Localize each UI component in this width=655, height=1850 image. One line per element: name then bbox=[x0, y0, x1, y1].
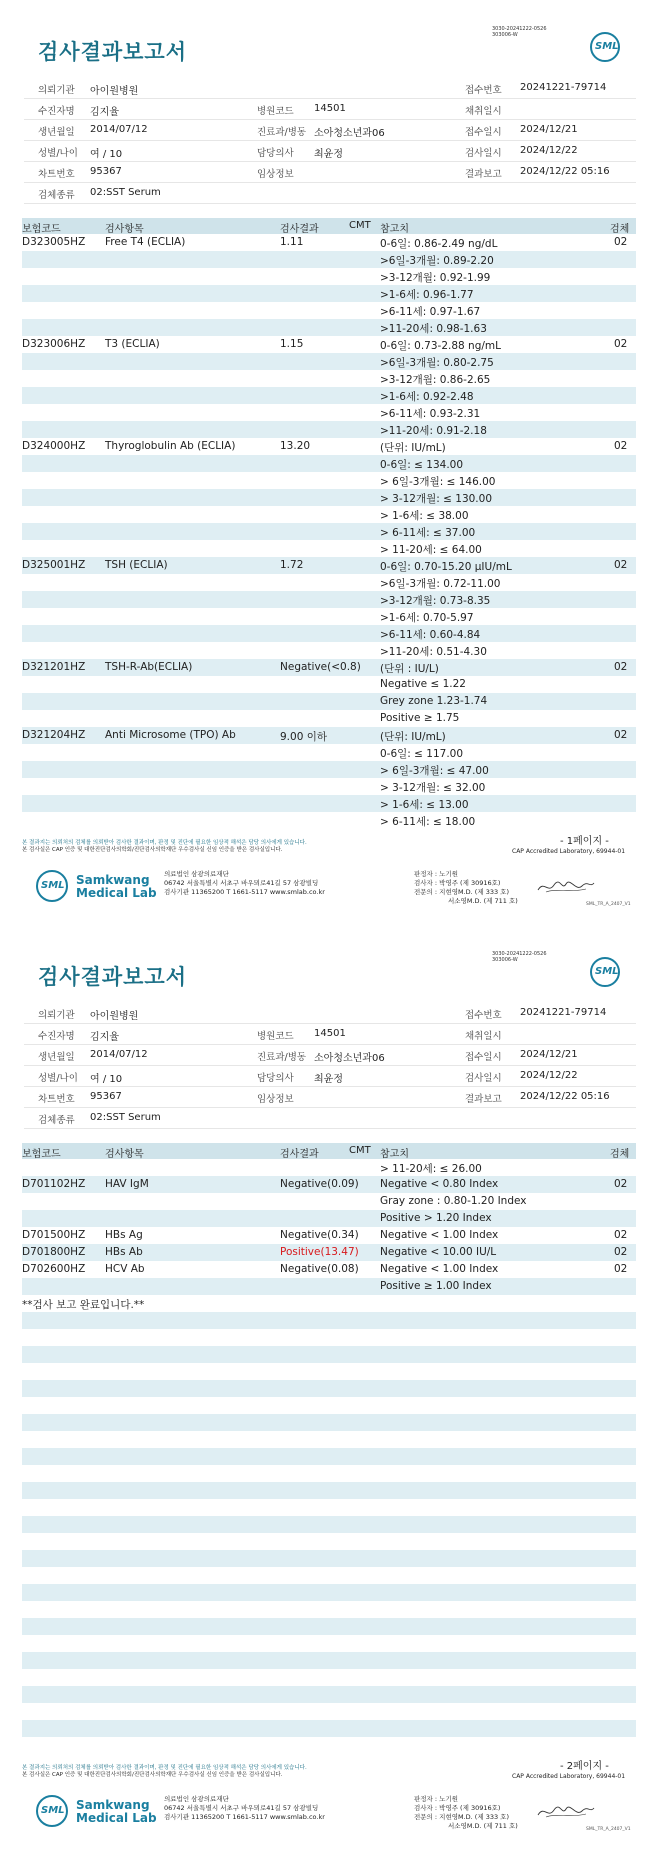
table-row bbox=[22, 234, 636, 251]
table-row bbox=[22, 744, 636, 761]
table-row bbox=[22, 795, 636, 812]
value-institution: 아이원병원 bbox=[90, 86, 139, 97]
report-barcode-text bbox=[492, 26, 547, 38]
table-row bbox=[22, 1295, 636, 1312]
footnote-line: 본 검사실은 CAP 인증 및 대한진단검사의학회/진단검사의학재단 우수검사실 신임 인증을 받은 검사실입니다. bbox=[22, 847, 283, 853]
table-row bbox=[22, 1397, 636, 1414]
cell-reference: >1-6세: 0.70-5.97 bbox=[380, 612, 474, 624]
cap-accreditation: CAP Accredited Laboratory, 69944-01 bbox=[512, 1773, 626, 1780]
label-clinical: 임상정보 bbox=[257, 1094, 294, 1105]
value-receipt-date: 2024/12/21 bbox=[520, 1049, 578, 1060]
table-row bbox=[22, 523, 636, 540]
cell-result: Negative(0.08) bbox=[280, 1263, 359, 1275]
footnote-line: 본 결과지는 의뢰처의 검체를 의뢰받아 검사한 결과이며, 판정 및 진단에 필요한 임상적 해석은 담당 의사에게 있습니다. bbox=[22, 840, 307, 846]
cell-reference: >11-20세: 0.91-2.18 bbox=[380, 425, 487, 437]
cell-test: TSH (ECLIA) bbox=[105, 559, 168, 571]
cell-test: HCV Ab bbox=[105, 1263, 145, 1275]
info-row bbox=[24, 99, 636, 120]
info-row bbox=[24, 183, 636, 204]
signature-image bbox=[536, 876, 596, 896]
value-birth: 2014/07/12 bbox=[90, 1049, 148, 1060]
header-cmt: CMT bbox=[349, 1145, 371, 1156]
cell-reference: Positive ≥ 1.00 Index bbox=[380, 1280, 492, 1292]
cell-specimen: 02 bbox=[614, 440, 628, 452]
cell-reference: 0-6일: ≤ 117.00 bbox=[380, 748, 464, 760]
table-row bbox=[22, 438, 636, 455]
patient-info-table bbox=[24, 1003, 636, 1129]
table-row bbox=[22, 1193, 636, 1210]
cell-reference: >6일-3개월: 0.89-2.20 bbox=[380, 255, 494, 267]
table-row bbox=[22, 268, 636, 285]
cell-reference: 0-6일: 0.86-2.49 ng/dL bbox=[380, 238, 498, 250]
company-address bbox=[164, 1795, 325, 1822]
value-test-date: 2024/12/22 bbox=[520, 1070, 578, 1081]
table-row bbox=[22, 1737, 636, 1754]
cell-test: Anti Microsome (TPO) Ab bbox=[105, 729, 236, 741]
page-title: 검사결과보고서 bbox=[38, 965, 188, 989]
value-sex-age: 여 / 10 bbox=[90, 1074, 123, 1085]
value-hospital-code: 14501 bbox=[314, 103, 346, 114]
table-row bbox=[22, 1652, 636, 1669]
label-institution: 의뢰기관 bbox=[38, 1010, 75, 1021]
signatory-line: 전문의 : 지현영M.D. (제 333 호) bbox=[414, 888, 509, 896]
table-row bbox=[22, 1703, 636, 1720]
table-row bbox=[22, 557, 636, 574]
cell-reference: Positive ≥ 1.75 bbox=[380, 712, 460, 724]
cell-specimen: 02 bbox=[614, 338, 628, 350]
table-row bbox=[22, 591, 636, 608]
label-clinical: 임상정보 bbox=[257, 169, 294, 180]
cell-reference: Grey zone 1.23-1.74 bbox=[380, 695, 488, 707]
label-specimen: 검체종류 bbox=[38, 190, 75, 201]
value-chart: 95367 bbox=[90, 166, 122, 177]
table-row bbox=[22, 1431, 636, 1448]
cell-code: D325001HZ bbox=[22, 559, 86, 571]
page-number: - 2페이지 - bbox=[560, 1761, 609, 1772]
cell-test: HBs Ag bbox=[105, 1229, 143, 1241]
company-line: Medical Lab bbox=[76, 1811, 157, 1825]
value-test-date: 2024/12/22 bbox=[520, 145, 578, 156]
info-row bbox=[24, 1108, 636, 1129]
table-row bbox=[22, 1550, 636, 1567]
table-row bbox=[22, 1244, 636, 1261]
signatory-line: 검사자 : 박영주 (제 30916호) bbox=[414, 1804, 501, 1812]
label-doctor: 담당의사 bbox=[257, 1073, 294, 1084]
value-sex-age: 여 / 10 bbox=[90, 149, 123, 160]
table-row bbox=[22, 659, 636, 676]
table-row bbox=[22, 336, 636, 353]
cell-reference: (단위 : IU/L) bbox=[380, 663, 439, 675]
label-receipt-no: 접수번호 bbox=[465, 1010, 502, 1021]
label-specimen: 검체종류 bbox=[38, 1115, 75, 1126]
table-row bbox=[22, 353, 636, 370]
table-row bbox=[22, 1363, 636, 1380]
company-name bbox=[76, 1799, 157, 1825]
cell-reference: > 11-20세: ≤ 64.00 bbox=[380, 544, 482, 556]
label-chart: 차트번호 bbox=[38, 1094, 75, 1105]
company-line: Samkwang bbox=[76, 873, 150, 887]
table-row bbox=[22, 642, 636, 659]
cell-reference: >1-6세: 0.96-1.77 bbox=[380, 289, 474, 301]
cell-code: D701102HZ bbox=[22, 1178, 86, 1190]
table-row bbox=[22, 693, 636, 710]
value-receipt-date: 2024/12/21 bbox=[520, 124, 578, 135]
table-row bbox=[22, 1329, 636, 1346]
cell-code: D324000HZ bbox=[22, 440, 86, 452]
results-header bbox=[22, 218, 636, 234]
cell-reference: 0-6일: 0.73-2.88 ng/mL bbox=[380, 340, 501, 352]
cell-reference: > 6-11세: ≤ 18.00 bbox=[380, 816, 476, 828]
cell-test: Thyroglobulin Ab (ECLIA) bbox=[105, 440, 236, 452]
label-hospital-code: 병원코드 bbox=[257, 106, 294, 117]
cell-reference: Negative < 1.00 Index bbox=[380, 1229, 499, 1241]
cell-result: Negative(0.09) bbox=[280, 1178, 359, 1190]
cell-specimen: 02 bbox=[614, 1178, 628, 1190]
value-chart: 95367 bbox=[90, 1091, 122, 1102]
value-doctor: 최윤정 bbox=[314, 1074, 343, 1085]
value-receipt-no: 20241221-79714 bbox=[520, 1007, 607, 1018]
report-code-line: 303006-W bbox=[492, 957, 518, 963]
address-line: 검사기관 11365200 T 1661-5117 www.smlab.co.kr bbox=[164, 1813, 325, 1821]
header-test: 검사항목 bbox=[105, 1149, 144, 1160]
cell-result: Negative(<0.8) bbox=[280, 661, 361, 673]
cell-reference: > 11-20세: ≤ 26.00 bbox=[380, 1163, 482, 1175]
header-reference: 참고치 bbox=[380, 224, 409, 235]
table-row bbox=[22, 625, 636, 642]
report-footer bbox=[0, 862, 655, 910]
cell-result: 9.00 이하 bbox=[280, 731, 328, 743]
table-row bbox=[22, 251, 636, 268]
cell-specimen: 02 bbox=[614, 1229, 628, 1241]
cell-reference: Negative < 0.80 Index bbox=[380, 1178, 499, 1190]
document-version: SML_TR_A_2407_V1 bbox=[586, 902, 631, 907]
table-row bbox=[22, 1482, 636, 1499]
table-row bbox=[22, 1499, 636, 1516]
label-chart: 차트번호 bbox=[38, 169, 75, 180]
header-test: 검사항목 bbox=[105, 224, 144, 235]
value-specimen: 02:SST Serum bbox=[90, 1112, 161, 1123]
label-sex-age: 성별/나이 bbox=[38, 148, 78, 159]
report-code-line: 303006-W bbox=[492, 32, 518, 38]
sml-logo bbox=[590, 957, 620, 987]
info-row bbox=[24, 1087, 636, 1108]
signatory-line: 검사자 : 박영주 (제 30916호) bbox=[414, 879, 501, 887]
label-collect-date: 채취일시 bbox=[465, 1031, 502, 1042]
cell-specimen: 02 bbox=[614, 1263, 628, 1275]
cell-specimen: 02 bbox=[614, 559, 628, 571]
table-row bbox=[22, 1465, 636, 1482]
cell-result: 1.72 bbox=[280, 559, 304, 571]
logo-text: SML bbox=[595, 966, 619, 977]
value-hospital-code: 14501 bbox=[314, 1028, 346, 1039]
company-name bbox=[76, 874, 157, 900]
table-row bbox=[22, 1516, 636, 1533]
table-row bbox=[22, 489, 636, 506]
signatories bbox=[414, 1795, 518, 1831]
page-title: 검사결과보고서 bbox=[38, 40, 188, 64]
table-row bbox=[22, 1159, 636, 1176]
cell-reference: >3-12개월: 0.86-2.65 bbox=[380, 374, 491, 386]
cell-reference: Negative < 10.00 IU/L bbox=[380, 1246, 497, 1258]
value-receipt-no: 20241221-79714 bbox=[520, 82, 607, 93]
address-line: 의료법인 삼광의료재단 bbox=[164, 1795, 229, 1803]
cell-test: HAV IgM bbox=[105, 1178, 149, 1190]
cell-reference: >6-11세: 0.60-4.84 bbox=[380, 629, 481, 641]
table-row bbox=[22, 506, 636, 523]
cell-result: 1.15 bbox=[280, 338, 304, 350]
company-line: Medical Lab bbox=[76, 886, 157, 900]
report-page-2 bbox=[0, 925, 655, 1850]
value-patient: 김지율 bbox=[90, 107, 119, 118]
label-report-date: 결과보고 bbox=[465, 169, 502, 180]
table-row bbox=[22, 1278, 636, 1295]
label-doctor: 담당의사 bbox=[257, 148, 294, 159]
cell-test: T3 (ECLIA) bbox=[105, 338, 160, 350]
table-row bbox=[22, 761, 636, 778]
table-row bbox=[22, 812, 636, 829]
cell-code: D321204HZ bbox=[22, 729, 86, 741]
cell-code: D701800HZ bbox=[22, 1246, 86, 1258]
header-code: 보험코드 bbox=[22, 1149, 61, 1160]
address-line: 검사기관 11365200 T 1661-5117 www.smlab.co.kr bbox=[164, 888, 325, 896]
label-receipt-date: 접수일시 bbox=[465, 1052, 502, 1063]
table-row bbox=[22, 1227, 636, 1244]
sml-footer-logo bbox=[36, 1795, 68, 1827]
header-result: 검사결과 bbox=[280, 224, 319, 235]
logo-text: SML bbox=[41, 1805, 65, 1816]
cell-reference: >1-6세: 0.92-2.48 bbox=[380, 391, 474, 403]
cell-reference: >11-20세: 0.51-4.30 bbox=[380, 646, 487, 658]
signatory-line: 서소영M.D. (제 711 호) bbox=[448, 897, 518, 905]
page-number: - 1페이지 - bbox=[560, 836, 609, 847]
table-row bbox=[22, 1567, 636, 1584]
cap-accreditation: CAP Accredited Laboratory, 69944-01 bbox=[512, 848, 626, 855]
cell-reference: 0-6일: 0.70-15.20 μIU/mL bbox=[380, 561, 512, 573]
signatory-line: 판정자 : 노기원 bbox=[414, 870, 458, 878]
cell-reference: >6일-3개월: 0.80-2.75 bbox=[380, 357, 494, 369]
info-row bbox=[24, 78, 636, 99]
cell-reference: (단위: IU/mL) bbox=[380, 731, 446, 743]
results-table bbox=[22, 234, 636, 829]
label-dept: 진료과/병동 bbox=[257, 1052, 307, 1063]
table-row bbox=[22, 1584, 636, 1601]
cell-reference: > 6-11세: ≤ 37.00 bbox=[380, 527, 476, 539]
label-test-date: 검사일시 bbox=[465, 1073, 502, 1084]
cell-reference: Gray zone : 0.80-1.20 Index bbox=[380, 1195, 527, 1207]
table-row bbox=[22, 319, 636, 336]
cell-reference: > 1-6세: ≤ 38.00 bbox=[380, 510, 469, 522]
table-row bbox=[22, 778, 636, 795]
info-row bbox=[24, 1024, 636, 1045]
cell-reference: > 6일-3개월: ≤ 47.00 bbox=[380, 765, 489, 777]
table-row bbox=[22, 1533, 636, 1550]
label-report-date: 결과보고 bbox=[465, 1094, 502, 1105]
cell-reference: > 1-6세: ≤ 13.00 bbox=[380, 799, 469, 811]
signatories bbox=[414, 870, 518, 906]
cell-specimen: 02 bbox=[614, 1246, 628, 1258]
table-row bbox=[22, 1635, 636, 1652]
signatory-line: 판정자 : 노기원 bbox=[414, 1795, 458, 1803]
info-row bbox=[24, 1003, 636, 1024]
table-row bbox=[22, 1210, 636, 1227]
sml-logo bbox=[590, 32, 620, 62]
table-row bbox=[22, 370, 636, 387]
address-line: 의료법인 삼광의료재단 bbox=[164, 870, 229, 878]
table-row bbox=[22, 540, 636, 557]
table-row bbox=[22, 1414, 636, 1431]
label-receipt-no: 접수번호 bbox=[465, 85, 502, 96]
value-report-date: 2024/12/22 05:16 bbox=[520, 1091, 610, 1102]
cell-code: D701500HZ bbox=[22, 1229, 86, 1241]
signature-image bbox=[536, 1801, 596, 1821]
value-specimen: 02:SST Serum bbox=[90, 187, 161, 198]
cell-reference: Negative ≤ 1.22 bbox=[380, 678, 466, 690]
cell-code: D702600HZ bbox=[22, 1263, 86, 1275]
info-row bbox=[24, 162, 636, 183]
cell-test: HBs Ab bbox=[105, 1246, 143, 1258]
cell-code: **검사 보고 완료입니다.** bbox=[22, 1299, 145, 1311]
table-row bbox=[22, 302, 636, 319]
table-row bbox=[22, 574, 636, 591]
cell-result: Positive(13.47) bbox=[280, 1246, 359, 1258]
cell-test: Free T4 (ECLIA) bbox=[105, 236, 186, 248]
table-row bbox=[22, 1686, 636, 1703]
table-row bbox=[22, 1380, 636, 1397]
cell-specimen: 02 bbox=[614, 661, 628, 673]
info-row bbox=[24, 1066, 636, 1087]
value-institution: 아이원병원 bbox=[90, 1011, 139, 1022]
table-row bbox=[22, 472, 636, 489]
cell-reference: >3-12개월: 0.73-8.35 bbox=[380, 595, 491, 607]
label-sex-age: 성별/나이 bbox=[38, 1073, 78, 1084]
report-barcode-text bbox=[492, 951, 547, 963]
document-version: SML_TR_A_2407_V1 bbox=[586, 1827, 631, 1832]
table-row bbox=[22, 710, 636, 727]
report-code-line: 3030-20241222-0526 bbox=[492, 26, 547, 32]
cell-code: D323006HZ bbox=[22, 338, 86, 350]
signatory-line: 서소영M.D. (제 711 호) bbox=[448, 1822, 518, 1830]
table-row bbox=[22, 1346, 636, 1363]
footnote-line: 본 결과지는 의뢰처의 검체를 의뢰받아 검사한 결과이며, 판정 및 진단에 필요한 임상적 해석은 담당 의사에게 있습니다. bbox=[22, 1765, 307, 1771]
value-patient: 김지율 bbox=[90, 1032, 119, 1043]
label-patient: 수진자명 bbox=[38, 106, 75, 117]
results-table bbox=[22, 1159, 636, 1754]
value-dept: 소아청소년과06 bbox=[314, 1053, 385, 1064]
table-row bbox=[22, 1618, 636, 1635]
signatory-line: 전문의 : 지현영M.D. (제 333 호) bbox=[414, 1813, 509, 1821]
header-cmt: CMT bbox=[349, 220, 371, 231]
info-row bbox=[24, 1045, 636, 1066]
cell-reference: >11-20세: 0.98-1.63 bbox=[380, 323, 487, 335]
table-row bbox=[22, 1669, 636, 1686]
table-row bbox=[22, 1448, 636, 1465]
cell-reference: >6일-3개월: 0.72-11.00 bbox=[380, 578, 501, 590]
label-institution: 의뢰기관 bbox=[38, 85, 75, 96]
table-row bbox=[22, 387, 636, 404]
cell-specimen: 02 bbox=[614, 236, 628, 248]
cell-code: D323005HZ bbox=[22, 236, 86, 248]
logo-text: SML bbox=[41, 880, 65, 891]
cell-specimen: 02 bbox=[614, 729, 628, 741]
cell-reference: >3-12개월: 0.92-1.99 bbox=[380, 272, 491, 284]
table-row bbox=[22, 727, 636, 744]
label-collect-date: 채취일시 bbox=[465, 106, 502, 117]
table-row bbox=[22, 676, 636, 693]
address-line: 06742 서울특별시 서초구 바우뫼로41길 57 삼광빌딩 bbox=[164, 1804, 319, 1812]
company-line: Samkwang bbox=[76, 1798, 150, 1812]
label-test-date: 검사일시 bbox=[465, 148, 502, 159]
cell-reference: 0-6일: ≤ 134.00 bbox=[380, 459, 464, 471]
value-report-date: 2024/12/22 05:16 bbox=[520, 166, 610, 177]
value-birth: 2014/07/12 bbox=[90, 124, 148, 135]
report-code-line: 3030-20241222-0526 bbox=[492, 951, 547, 957]
sml-footer-logo bbox=[36, 870, 68, 902]
cell-code: D321201HZ bbox=[22, 661, 86, 673]
table-row bbox=[22, 455, 636, 472]
info-row bbox=[24, 141, 636, 162]
value-dept: 소아청소년과06 bbox=[314, 128, 385, 139]
report-footer bbox=[0, 1787, 655, 1835]
patient-info-table bbox=[24, 78, 636, 204]
label-hospital-code: 병원코드 bbox=[257, 1031, 294, 1042]
label-birth: 생년월일 bbox=[38, 127, 75, 138]
logo-text: SML bbox=[595, 41, 619, 52]
cell-reference: > 3-12개월: ≤ 32.00 bbox=[380, 782, 486, 794]
cell-reference: > 6일-3개월: ≤ 146.00 bbox=[380, 476, 496, 488]
label-dept: 진료과/병동 bbox=[257, 127, 307, 138]
table-row bbox=[22, 1261, 636, 1278]
table-row bbox=[22, 1601, 636, 1618]
cell-test: TSH-R-Ab(ECLIA) bbox=[105, 661, 193, 673]
info-row bbox=[24, 120, 636, 141]
table-row bbox=[22, 421, 636, 438]
table-row bbox=[22, 1312, 636, 1329]
cell-result: Negative(0.34) bbox=[280, 1229, 359, 1241]
footnote-line: 본 검사실은 CAP 인증 및 대한진단검사의학회/진단검사의학재단 우수검사실 신임 인증을 받은 검사실입니다. bbox=[22, 1772, 283, 1778]
header-code: 보험코드 bbox=[22, 224, 61, 235]
results-header bbox=[22, 1143, 636, 1159]
value-doctor: 최윤정 bbox=[314, 149, 343, 160]
header-specimen: 검체 bbox=[610, 1149, 630, 1160]
table-row bbox=[22, 285, 636, 302]
table-row bbox=[22, 1720, 636, 1737]
cell-reference: Positive > 1.20 Index bbox=[380, 1212, 492, 1224]
company-address bbox=[164, 870, 325, 897]
header-reference: 참고치 bbox=[380, 1149, 409, 1160]
cell-reference: > 3-12개월: ≤ 130.00 bbox=[380, 493, 493, 505]
address-line: 06742 서울특별시 서초구 바우뫼로41길 57 삼광빌딩 bbox=[164, 879, 319, 887]
label-birth: 생년월일 bbox=[38, 1052, 75, 1063]
cell-reference: (단위: IU/mL) bbox=[380, 442, 446, 454]
label-receipt-date: 접수일시 bbox=[465, 127, 502, 138]
label-patient: 수진자명 bbox=[38, 1031, 75, 1042]
cell-result: 13.20 bbox=[280, 440, 311, 452]
table-row bbox=[22, 404, 636, 421]
table-row bbox=[22, 608, 636, 625]
cell-reference: >6-11세: 0.93-2.31 bbox=[380, 408, 481, 420]
header-specimen: 검체 bbox=[610, 224, 630, 235]
cell-result: 1.11 bbox=[280, 236, 304, 248]
cell-reference: >6-11세: 0.97-1.67 bbox=[380, 306, 481, 318]
table-row bbox=[22, 1176, 636, 1193]
cell-reference: Negative < 1.00 Index bbox=[380, 1263, 499, 1275]
header-result: 검사결과 bbox=[280, 1149, 319, 1160]
